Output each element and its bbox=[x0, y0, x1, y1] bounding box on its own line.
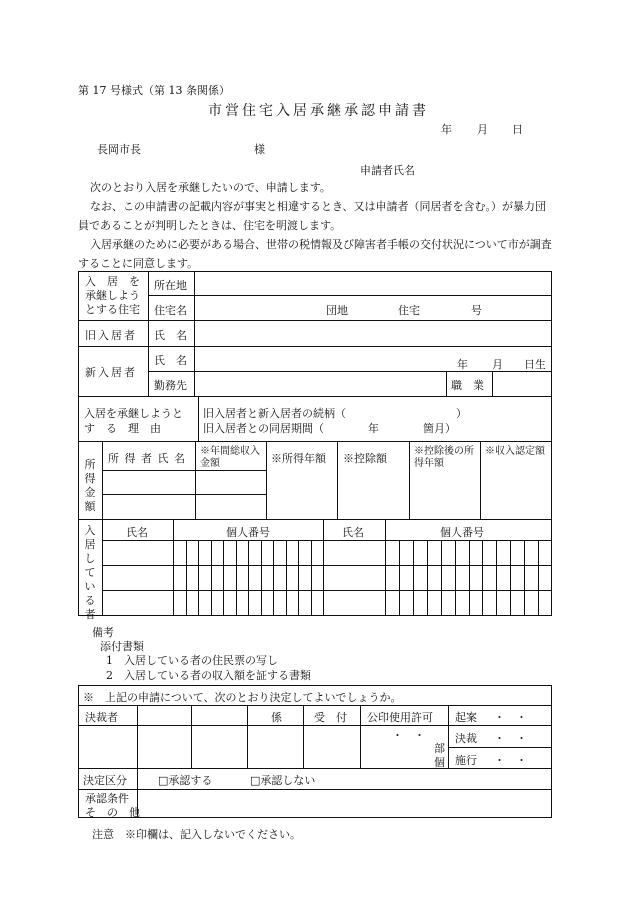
conditions-label-1: 承認条件 bbox=[85, 792, 129, 805]
approve-option[interactable]: □承認する bbox=[158, 774, 213, 787]
applicant-name-label: 申請者氏名 bbox=[360, 164, 415, 177]
conditions-label-2: そ の 他 bbox=[85, 806, 140, 819]
date-month: 月 bbox=[477, 123, 488, 136]
digit-divider bbox=[399, 540, 400, 616]
house-name-label: 住宅名 bbox=[154, 304, 187, 317]
housing-label-3: とする住宅 bbox=[85, 303, 140, 316]
date-year: 年 bbox=[441, 123, 452, 136]
income-header-recognized: ※収入認定額 bbox=[485, 446, 545, 457]
digit-divider bbox=[211, 540, 212, 616]
kakari-label: 係 bbox=[271, 711, 282, 724]
form-number: 第 17 号様式（第 13 条関係） bbox=[78, 84, 230, 97]
notes-subtitle: 添付書類 bbox=[100, 640, 144, 653]
address-label: 所在地 bbox=[154, 279, 187, 292]
notes-title: 備考 bbox=[92, 626, 114, 639]
occupants-header-number-right: 個人番号 bbox=[440, 526, 484, 539]
digit-divider bbox=[482, 540, 483, 616]
digit-divider bbox=[223, 540, 224, 616]
birth-day-label: 日生 bbox=[524, 358, 546, 371]
income-header-after-deduction: ※控除後の所得年額 bbox=[414, 446, 474, 469]
shiko-date: ・ ・ bbox=[494, 754, 527, 767]
digit-divider bbox=[538, 540, 539, 616]
new-resident-name-label: 氏 名 bbox=[154, 354, 187, 367]
former-resident-name-label: 氏 名 bbox=[154, 329, 187, 342]
digit-divider bbox=[496, 540, 497, 616]
reason-label-1: 入居を承継しようと bbox=[84, 407, 183, 420]
addressee-name: 長岡市長 bbox=[97, 143, 141, 156]
occupants-header-number-left: 個人番号 bbox=[226, 526, 270, 539]
digit-divider bbox=[286, 540, 287, 616]
former-resident-label: 旧入居者 bbox=[85, 329, 137, 342]
decider-label: 決裁者 bbox=[85, 711, 118, 724]
page-title: 市営住宅入居承継承認申請書 bbox=[208, 103, 429, 119]
digit-divider bbox=[455, 540, 456, 616]
income-side-label: 所得金額 bbox=[84, 458, 96, 513]
kian-label: 起案 bbox=[455, 711, 477, 724]
paragraph-consent: 入居承継のために必要がある場合、世帯の税情報及び障害者手帳の交付状況について市が調査することに同意します。 bbox=[78, 238, 552, 270]
uketsuke-label: 受 付 bbox=[314, 711, 347, 724]
bu-label: 部 bbox=[434, 742, 445, 755]
housing-label-1: 入 居 を bbox=[85, 275, 140, 288]
new-resident-label: 新入居者 bbox=[85, 366, 137, 379]
addressee-honorific: 様 bbox=[254, 143, 265, 156]
income-header-deduction: ※控除額 bbox=[343, 452, 387, 465]
digit-divider bbox=[524, 540, 525, 616]
kessai-label: 決裁 bbox=[455, 732, 477, 745]
digit-divider bbox=[413, 540, 414, 616]
digit-divider bbox=[186, 540, 187, 616]
ko-label: 個 bbox=[434, 756, 445, 769]
digit-divider bbox=[311, 540, 312, 616]
permit-date-dots: ・ ・ bbox=[392, 729, 425, 742]
housing-label-2: 承継しよう bbox=[85, 289, 140, 302]
kian-date: ・ ・ bbox=[494, 711, 527, 724]
occupants-header-name-right: 氏名 bbox=[342, 526, 364, 539]
reject-option[interactable]: □承認しない bbox=[250, 774, 316, 787]
digit-divider bbox=[198, 540, 199, 616]
digit-divider bbox=[273, 540, 274, 616]
notes-item-1: 1 入居している者の住民票の写し bbox=[106, 654, 278, 667]
office-notice: ※ 上記の申請について、次のとおり決定してよいでしょうか。 bbox=[83, 691, 402, 704]
digit-divider bbox=[236, 540, 237, 616]
birth-month-label: 月 bbox=[492, 358, 503, 371]
occupants-header-name-left: 氏名 bbox=[126, 526, 148, 539]
birth-year-label: 年 bbox=[457, 358, 468, 371]
reason-cohabitation: 旧入居者との同居期間（ 年 箇月） bbox=[203, 422, 456, 435]
income-header-name: 所 得 者 氏 名 bbox=[108, 452, 186, 465]
digit-divider bbox=[248, 540, 249, 616]
paragraph-truthfulness: なお、この申請書の記載内容が事実と相違するとき、又は申請者（同居者を含む。）が暴力団員であることが判明したときは、住宅を明渡します。 bbox=[78, 200, 547, 232]
date-day: 日 bbox=[512, 123, 523, 136]
occupants-side-label: 入居している者 bbox=[84, 524, 96, 621]
workplace-label: 勤務先 bbox=[154, 379, 187, 392]
paragraph-apply: 次のとおり入居を承継したいので、申請します。 bbox=[90, 181, 331, 194]
digit-divider bbox=[261, 540, 262, 616]
digit-divider bbox=[298, 540, 299, 616]
decision-label: 決定区分 bbox=[83, 774, 127, 787]
occupation-label: 職 業 bbox=[451, 379, 484, 392]
go-label: 号 bbox=[471, 304, 482, 317]
digit-divider bbox=[510, 540, 511, 616]
danchi-label: 団地 bbox=[326, 304, 348, 317]
jutaku-label: 住宅 bbox=[398, 304, 420, 317]
reason-relationship: 旧入居者と新入居者の続柄（ ） bbox=[203, 407, 467, 420]
shiko-label: 施行 bbox=[455, 754, 477, 767]
reason-label-2: す る 理 由 bbox=[84, 422, 161, 435]
footer-note: 注意 ※印欄は、記入しないでください。 bbox=[92, 828, 301, 841]
digit-divider bbox=[469, 540, 470, 616]
kessai-date: ・ ・ bbox=[494, 732, 527, 745]
digit-divider bbox=[441, 540, 442, 616]
notes-item-2: 2 入居している者の収入額を証する書類 bbox=[106, 669, 311, 682]
permit-label: 公印使用許可 bbox=[367, 711, 433, 724]
digit-divider bbox=[427, 540, 428, 616]
income-header-annual: ※所得年額 bbox=[271, 452, 326, 465]
income-header-total: ※年間総収入金額 bbox=[200, 446, 260, 469]
